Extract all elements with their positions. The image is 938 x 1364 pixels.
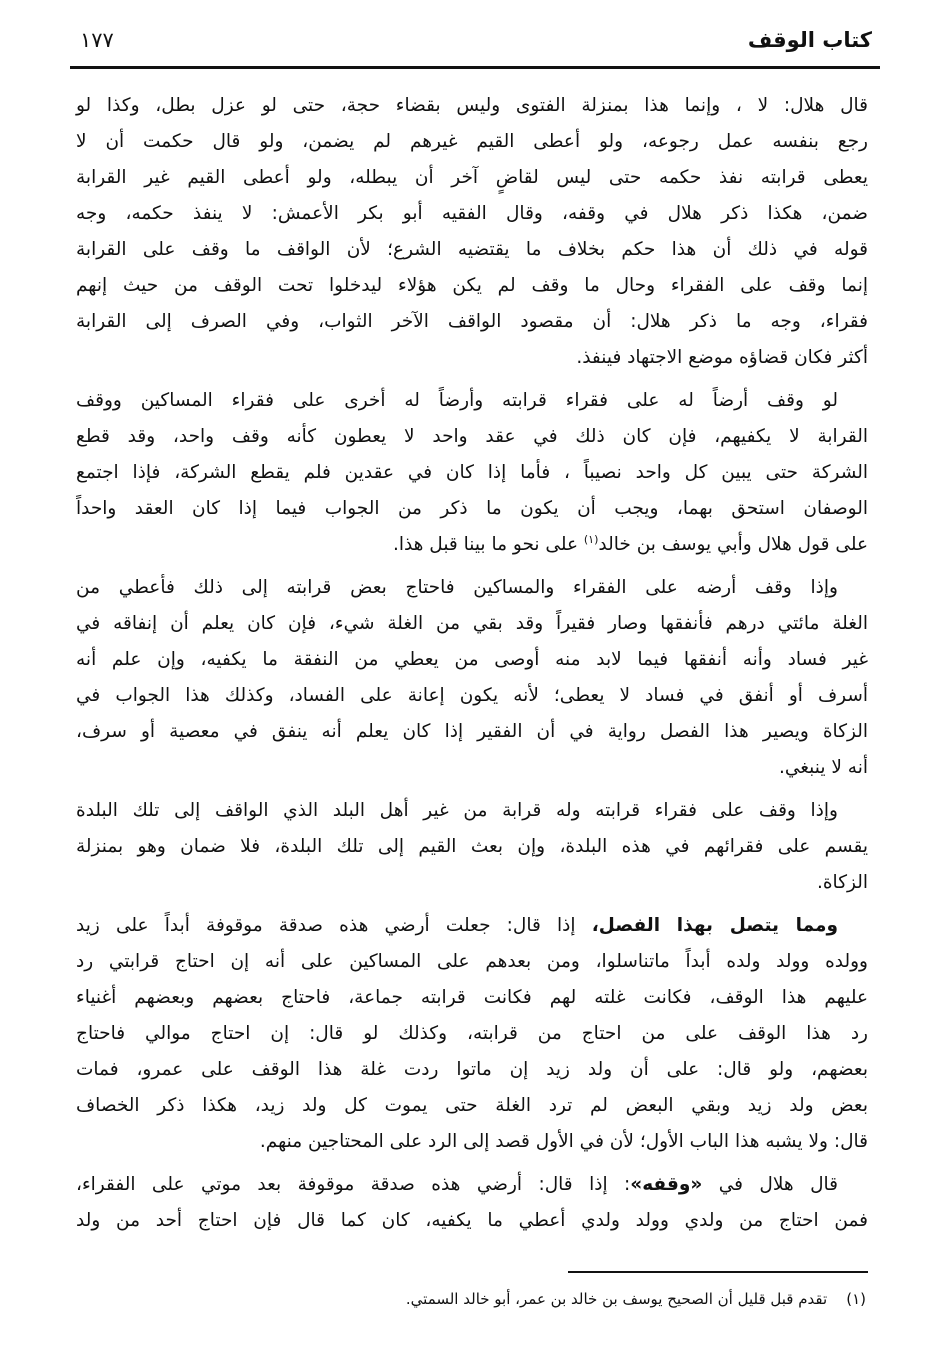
text-segment: على نحو ما بينا قبل هذا. (392, 534, 584, 555)
footnote (406, 1290, 866, 1308)
text-line: الزكاة ويصير هذا الفصل رواية في أن الفقير إذا كان يعلم أنه ينفق في معصية أو سرف، (76, 721, 868, 742)
text-line: ضمن، هكذا ذكر هلال في وقفه، وقال الفقيه أبو بكر الأعمش: لا ينفذ حكمه، وجه (76, 203, 868, 224)
text-line: قال: ولا يشبه هذا الباب الأول؛ لأن في الأول قصد إلى الرد على المحتاجين منهم. (259, 1131, 868, 1152)
text-line: قال هلال: لا ، وإنما هذا بمنزلة الفتوى وليس بقضاء حجة، حتى لو عزل بطل، وكذا لو (76, 95, 868, 116)
body-text (76, 88, 868, 1246)
text-line: وولده وولد ولده أبداً ماتناسلوا، ومن بعدهم على المساكين على أنه إن احتاج قرابتي رد (76, 951, 868, 972)
text-segment: قال هلال في (702, 1174, 839, 1195)
text-line (76, 1167, 868, 1203)
text-line: عليهم هذا الوقف، فكانت غلته لهم فكانت قرابته جماعة، فاحتاج بعضهم وبعضهم أغنياء (76, 987, 868, 1008)
text-line: رجع بنفسه عمل رجوعه، ولو أعطى القيم غيرهم لم يضمن، ولو قال حكمت أن لا (76, 131, 868, 152)
text-line: الوصفان استحق بهما، ويجب أن يكون ما ذكر من الجواب فيما إذا كان العقد واحداً (76, 498, 868, 519)
text-line: قوله في ذلك أن هذا حكم بخلاف ما يقتضيه الشرع؛ لأن الواقف ما وقف على القرابة (76, 239, 868, 260)
text-line: أكثر فكان قضاؤه موضع الاجتهاد فينفذ. (576, 347, 868, 368)
text-segment: إذا قال: جعلت أرضي هذه صدقة موقوفة أبداً على زيد (76, 915, 592, 936)
footnote-text: تقدم قبل قليل أن الصحيح يوسف بن خالد بن عمر، أبو خالد السمتي. (405, 1290, 828, 1308)
paragraph (76, 1167, 868, 1239)
text-line: أنه لا ينبغي. (778, 757, 868, 778)
text-line: الغلة مائتي درهم فأنفقها وصار فقيراً وقد بقي من الغلة شيء، فإن كان يعلم أن إنفاقه في (76, 613, 868, 634)
book-title: كتاب الوقف (747, 28, 872, 52)
running-header (72, 28, 872, 62)
footnote-ref: (١) (583, 532, 599, 546)
text-segment: على قول هلال وأبي يوسف بن خالد (598, 534, 868, 555)
paragraph (76, 570, 868, 786)
text-line: فمن احتاج من ولدي وولد ولدي أعطي ما يكفيه، كان كما قال فإن احتاج أحد من ولد (76, 1210, 868, 1231)
bold-text: «وقفه» (630, 1174, 703, 1195)
text-line (76, 908, 868, 944)
bold-text: ومما يتصل بهذا الفصل، (591, 915, 838, 936)
text-line: بعض ولد زيد وبقي البعض لم ترد الغلة حتى يموت كل ولد زيد، هكذا ذكر الخصاف (76, 1095, 868, 1116)
text-line: يعطى قرابته نفذ حكمه حتى ليس لقاضٍ آخر أن يبطله، ولو أعطى القيم غير القرابة (76, 167, 868, 188)
text-line: القرابة لا يكفيهم، فإن كان ذلك في عقد واحد لا يعطون كأنه وقف واحد، وقد قطع (76, 426, 868, 447)
text-line (76, 527, 868, 563)
text-line: رد هذا الوقف على من احتاج من قرابته، وكذلك لو قال: إن احتاج موالي فاحتاج (76, 1023, 868, 1044)
paragraph (76, 908, 868, 1160)
text-line: بعضهم، ولو قال: على أن ولد زيد إن ماتوا ردت غلة هذا الوقف على عمرو، فمات (76, 1059, 868, 1080)
text-line: وإذا وقف على فقراء قرابته وله قرابة من غير أهل البلد الذي الواقف إلى تلك البلدة (76, 800, 838, 821)
text-line: الشركة حتى يبين كل واحد نصيباً ، فأما إذا كان في عقدين فلم يقطع الشركة، فإذا اجتمع (76, 462, 868, 483)
text-line: أسرف أو أنفق في فساد لا يعطى؛ لأنه يكون إعانة على الفساد، وكذلك هذا الجواب في (76, 685, 868, 706)
paragraph (76, 88, 868, 376)
footnote-rule (568, 1271, 868, 1273)
text-line: إنما وقف على الفقراء وحال ما وقف لم يكن هؤلاء ليدخلوا تحت الوقف من حيث إنهم (76, 275, 868, 296)
text-segment: : إذا قال: أرضي هذه صدقة موقوفة بعد موتي على الفقراء، (76, 1174, 631, 1195)
text-line: وإذا وقف أرضه على الفقراء والمساكين فاحتاج بعض قرابته إلى ذلك فأعطي من (76, 577, 838, 598)
text-line: فقراء، وجه ما ذكر هلال: أن مقصود الواقف الآخر الثواب، وفي الصرف إلى القرابة (76, 311, 868, 332)
footnote-marker: (١) (846, 1290, 866, 1308)
text-line: لو وقف أرضاً له على فقراء قرابته وأرضاً له أخرى على فقراء المساكين ووقف (76, 390, 838, 411)
header-rule (70, 66, 880, 69)
paragraph (76, 383, 868, 563)
paragraph (76, 793, 868, 901)
text-line: غير فساد وأنه أنفقها فيما لابد منه أوصى من يعطي من النفقة ما يكفيه، وإن علم أنه (76, 649, 868, 670)
text-line: الزكاة. (816, 872, 868, 893)
text-line: يقسم على فقرائهم في هذه البلدة، وإن بعث القيم إلى تلك البلدة، فلا ضمان وهو بمنزلة (76, 836, 868, 857)
page-number: ١٧٧ (80, 28, 114, 52)
